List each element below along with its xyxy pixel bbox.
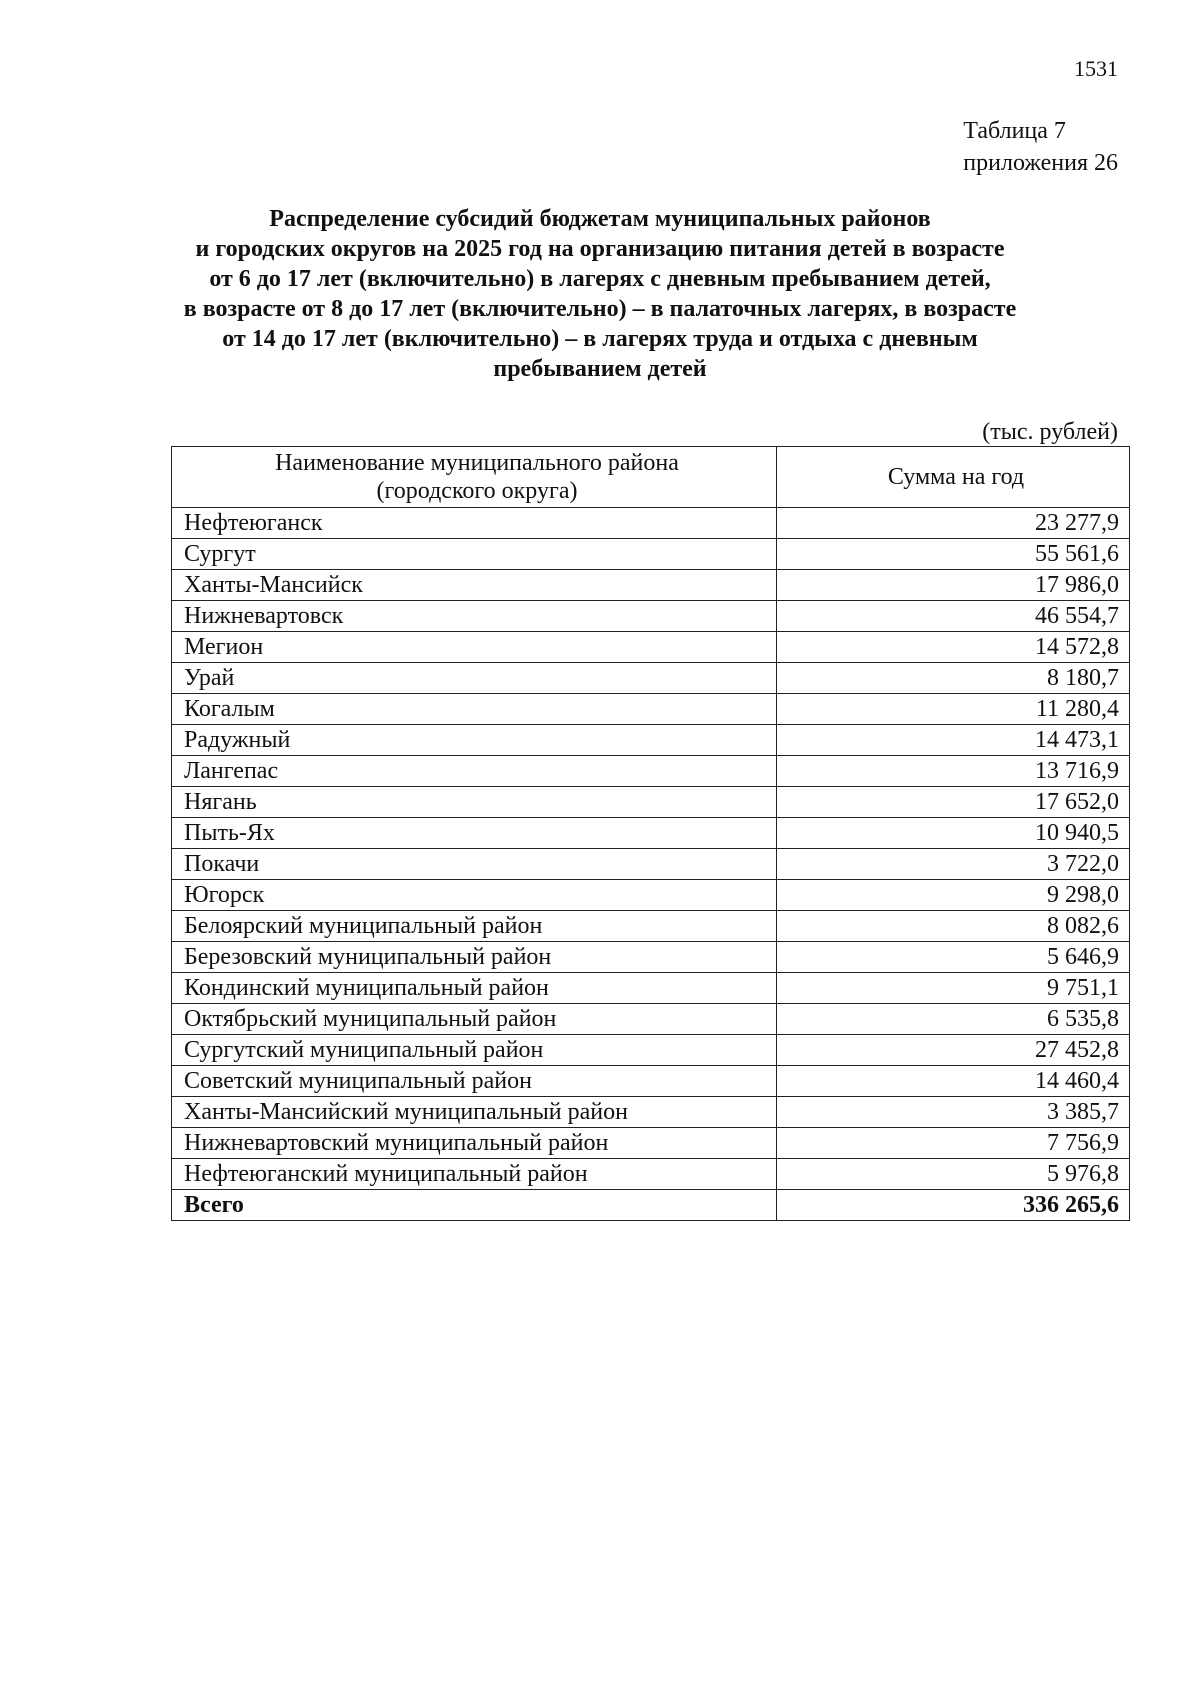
total-amount: 336 265,6 <box>777 1190 1130 1221</box>
row-name: Пыть-Ях <box>172 818 777 849</box>
row-name: Березовский муниципальный район <box>172 942 777 973</box>
units-label: (тыс. рублей) <box>982 419 1118 445</box>
table-row <box>172 1004 1130 1035</box>
table-row <box>172 601 1130 632</box>
table-row <box>172 787 1130 818</box>
table-row <box>172 1035 1130 1066</box>
row-amount: 9 298,0 <box>777 880 1130 911</box>
table-row <box>172 849 1130 880</box>
row-name: Советский муниципальный район <box>172 1066 777 1097</box>
row-name: Мегион <box>172 632 777 663</box>
row-name: Когалым <box>172 694 777 725</box>
table-row <box>172 725 1130 756</box>
title-line: в возрасте от 8 до 17 лет (включительно) – в палаточных лагерях, в возрасте <box>183 296 1017 322</box>
header-amount-cell: Сумма на год <box>777 447 1130 508</box>
total-label: Всего <box>172 1190 777 1221</box>
table-row <box>172 663 1130 694</box>
table-row <box>172 632 1130 663</box>
row-amount: 17 652,0 <box>777 787 1130 818</box>
table-row <box>172 942 1130 973</box>
page-number: 1531 <box>1074 56 1118 81</box>
row-name: Радужный <box>172 725 777 756</box>
row-name: Ханты-Мансийск <box>172 570 777 601</box>
row-name: Урай <box>172 663 777 694</box>
row-amount: 11 280,4 <box>777 694 1130 725</box>
row-amount: 8 082,6 <box>777 911 1130 942</box>
header-name-line-1: Наименование муниципального района <box>275 450 679 476</box>
row-amount: 46 554,7 <box>777 601 1130 632</box>
title-line: пребыванием детей <box>493 356 707 382</box>
row-amount: 8 180,7 <box>777 663 1130 694</box>
row-amount: 27 452,8 <box>777 1035 1130 1066</box>
table-row <box>172 973 1130 1004</box>
table-reference-line-2: приложения 26 <box>963 150 1118 176</box>
subsidy-table <box>171 446 1130 1221</box>
row-name: Сургут <box>172 539 777 570</box>
title-line: от 6 до 17 лет (включительно) в лагерях с дневным пребыванием детей, <box>209 266 991 292</box>
row-amount: 55 561,6 <box>777 539 1130 570</box>
table-row <box>172 756 1130 787</box>
table-row <box>172 570 1130 601</box>
row-amount: 5 646,9 <box>777 942 1130 973</box>
row-name: Октябрьский муниципальный район <box>172 1004 777 1035</box>
row-amount: 14 572,8 <box>777 632 1130 663</box>
table-row <box>172 880 1130 911</box>
row-amount: 13 716,9 <box>777 756 1130 787</box>
row-amount: 14 473,1 <box>777 725 1130 756</box>
table-row <box>172 1097 1130 1128</box>
row-amount: 14 460,4 <box>777 1066 1130 1097</box>
row-name: Сургутский муниципальный район <box>172 1035 777 1066</box>
table-row <box>172 539 1130 570</box>
table-row <box>172 1159 1130 1190</box>
row-amount: 6 535,8 <box>777 1004 1130 1035</box>
row-name: Ханты-Мансийский муниципальный район <box>172 1097 777 1128</box>
title-line: от 14 до 17 лет (включительно) – в лагерях труда и отдыха с дневным <box>222 326 978 352</box>
table-row <box>172 911 1130 942</box>
row-name: Нижневартовский муниципальный район <box>172 1128 777 1159</box>
row-name: Нягань <box>172 787 777 818</box>
row-name: Нижневартовск <box>172 601 777 632</box>
row-amount: 23 277,9 <box>777 508 1130 539</box>
row-name: Лангепас <box>172 756 777 787</box>
row-name: Нефтеюганск <box>172 508 777 539</box>
title-line: и городских округов на 2025 год на организацию питания детей в возрасте <box>195 236 1005 262</box>
row-amount: 10 940,5 <box>777 818 1130 849</box>
table-header-row <box>172 447 1130 508</box>
table-reference <box>963 115 1118 179</box>
row-amount: 3 722,0 <box>777 849 1130 880</box>
row-amount: 17 986,0 <box>777 570 1130 601</box>
row-name: Белоярский муниципальный район <box>172 911 777 942</box>
table-row <box>172 1066 1130 1097</box>
row-amount: 7 756,9 <box>777 1128 1130 1159</box>
header-name-cell <box>172 447 777 508</box>
table-reference-line-1: Таблица 7 <box>963 118 1066 144</box>
row-amount: 9 751,1 <box>777 973 1130 1004</box>
row-name: Кондинский муниципальный район <box>172 973 777 1004</box>
table-total-row <box>172 1190 1130 1221</box>
title-line: Распределение субсидий бюджетам муниципальных районов <box>269 206 931 232</box>
document-title <box>120 204 1080 384</box>
row-amount: 3 385,7 <box>777 1097 1130 1128</box>
row-amount: 5 976,8 <box>777 1159 1130 1190</box>
table-row <box>172 694 1130 725</box>
table-row <box>172 1128 1130 1159</box>
table-row <box>172 508 1130 539</box>
row-name: Покачи <box>172 849 777 880</box>
table-row <box>172 818 1130 849</box>
row-name: Югорск <box>172 880 777 911</box>
header-name-line-2: (городского округа) <box>376 478 578 504</box>
row-name: Нефтеюганский муниципальный район <box>172 1159 777 1190</box>
